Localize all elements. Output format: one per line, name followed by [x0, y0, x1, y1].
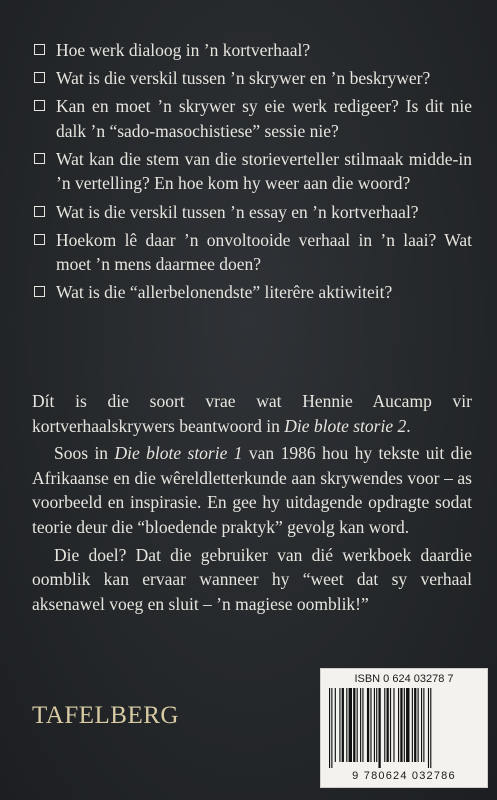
question-list	[32, 38, 472, 308]
barcode-bar	[378, 688, 380, 768]
barcode-bar	[414, 688, 416, 762]
barcode-panel	[320, 668, 488, 788]
checkbox-square-icon	[34, 153, 45, 164]
question-text: Wat is die verskil tussen ’n skrywer en ’n beskrywer?	[56, 68, 431, 89]
checkbox-square-icon	[34, 206, 45, 217]
question-text: Hoekom lê daar ’n onvoltooide verhaal in ’n laai? Wat moet ’n mens daarmee doen?	[56, 229, 472, 275]
blurb-paragraph-2: Soos in Die blote storie 1 van 1986 hou hy tekste uit die Afrikaanse en die wêreldletterkunde aan skrywendes voor – as voorbeeld en inspirasie. En gee hy uitdagende opdragte sodat teorie deur die “bloedende praktyk” gevolg kan word.	[32, 443, 472, 537]
blurb-paragraph-1: Dít is die soort vrae wat Hennie Aucamp vir kortverhaalskrywers beantwoord in Die blote storie 2.	[32, 391, 472, 436]
question-item	[32, 94, 472, 143]
barcode-bar	[393, 688, 394, 762]
question-text: Wat is die “allerbelonendste” literêre aktiwiteit?	[56, 282, 393, 303]
question-text: Kan en moet ’n skrywer sy eie werk redigeer? Is dit nie dalk ’n “sado-masochistiese” sessie nie?	[56, 96, 472, 141]
book-title: Die blote storie 1	[114, 443, 243, 464]
barcode-bar	[357, 688, 358, 762]
barcode-bar	[421, 688, 422, 762]
barcode-bar	[387, 688, 389, 762]
isbn-label: ISBN 0 624 03278 7	[354, 673, 454, 685]
checkbox-square-icon	[34, 234, 45, 245]
barcode-bar	[418, 688, 419, 762]
question-item	[32, 200, 472, 225]
barcode-bar	[362, 688, 363, 762]
barcode-bar	[400, 688, 402, 762]
barcode-bar	[428, 688, 429, 768]
question-item	[32, 147, 472, 196]
barcode-bar	[360, 688, 361, 762]
barcode-bar	[398, 688, 399, 762]
barcode-bar	[374, 688, 375, 762]
barcode-digits: 9 780624 032786	[352, 770, 456, 782]
barcode-bar	[370, 688, 371, 762]
question-item	[32, 280, 472, 305]
barcode-bar	[367, 688, 369, 762]
blurb	[32, 389, 472, 619]
barcode-bar	[384, 688, 385, 762]
barcode-bar	[329, 688, 330, 768]
barcode-bar	[349, 688, 352, 762]
barcode-icon	[327, 688, 481, 768]
barcode-bar	[430, 688, 431, 768]
question-item	[32, 228, 472, 277]
publisher-logo: TAFELBERG	[32, 702, 179, 729]
barcode-bar	[353, 688, 355, 762]
barcode-bar	[404, 688, 405, 762]
barcode-bar	[412, 688, 413, 762]
barcode-bar	[423, 688, 424, 762]
barcode-bar	[390, 688, 391, 762]
barcode-bar	[339, 688, 340, 762]
barcode-bar	[406, 688, 409, 762]
question-text: Wat is die verskil tussen ’n essay en ’n kortverhaal?	[56, 201, 419, 222]
barcode-bar	[376, 688, 377, 762]
checkbox-square-icon	[34, 100, 45, 111]
question-text: Wat kan die stem van die storieverteller stilmaak midde-in ’n vertelling? En hoe kom hy weer aan die woord?	[56, 148, 472, 194]
barcode-bar	[346, 688, 347, 762]
barcode-bar	[335, 688, 336, 762]
question-item	[32, 66, 472, 91]
barcode-bar	[342, 688, 344, 762]
blurb-paragraph-3: Die doel? Dat die gebruiker van dié werkboek daardie oomblik kan ervaar wanneer hy “weet dat sy verhaal aksenawel voeg en sluit – ’n magiese oomblik!”	[32, 544, 472, 614]
question-text: Hoe werk dialoog in ’n kortverhaal?	[56, 40, 311, 60]
book-title: Die blote storie 2	[284, 415, 407, 436]
barcode-bar	[331, 688, 332, 768]
question-item	[32, 38, 472, 63]
checkbox-square-icon	[34, 44, 45, 55]
checkbox-square-icon	[34, 72, 45, 83]
checkbox-square-icon	[34, 286, 45, 297]
